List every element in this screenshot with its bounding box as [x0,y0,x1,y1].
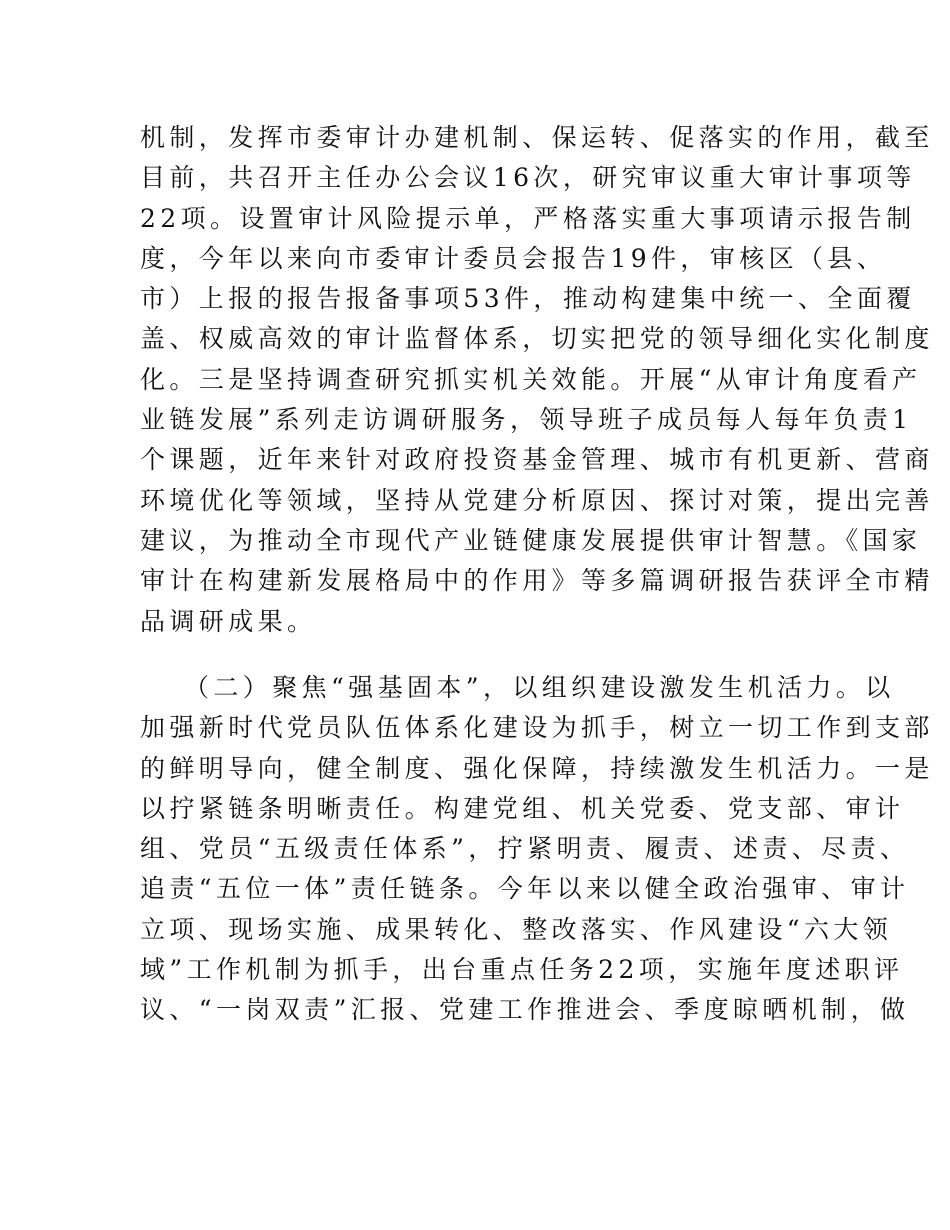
text-line: 以拧紧链条明晰责任。构建党组、机关党委、党支部、审计 [140,793,905,823]
body-paragraph [140,668,934,1031]
text-line: 环境优化等领域，坚持从党建分析原因、探讨对策，提出完善 [140,485,934,515]
text-line: 市）上报的报告报备事项53件，推动构建集中统一、全面覆 [140,284,916,314]
text-line: 个课题，近年来针对政府投资基金管理、城市有机更新、营商 [140,445,934,475]
text-line: 组、党员“五级责任体系”，拧紧明责、履责、述责、尽责、 [140,834,910,864]
text-line: 的鲜明导向，健全制度、强化保障，持续激发生机活力。一是 [140,753,934,783]
body-paragraph [140,118,934,642]
text-line: 域”工作机制为抓手，出台重点任务22项，实施年度述职评 [140,955,904,985]
text-line: 盖、权威高效的审计监督体系，切实把党的领导细化实化制度 [140,324,934,354]
text-line: 目前，共召开主任办公会议16次，研究审议重大审计事项等 [140,163,916,193]
section-heading-line: （二）聚焦“强基固本”，以组织建设激发生机活力。以 [184,673,895,702]
text-line: 机制，发挥市委审计办建机制、保运转、促落实的作用，截至 [140,123,934,152]
text-line: 议、“一岗双责”汇报、党建工作推进会、季度晾晒机制，做 [140,995,910,1025]
text-line: 立项、现场实施、成果转化、整改落实、作风建设“六大领 [140,914,893,944]
text-line: 品调研成果。 [140,606,317,636]
text-line: 22项。设置审计风险提示单，严格落实重大事项请示报告制 [140,203,916,233]
text-line: 度，今年以来向市委审计委员会报告19件，审核区（县、 [140,243,887,273]
text-line: 建议，为推动全市现代产业链健康发展提供审计智慧。《国家 [140,525,922,555]
text-line: 化。三是坚持调查研究抓实机关效能。开展“从审计角度看产 [140,364,922,394]
text-line: 审计在构建新发展格局中的作用》等多篇调研报告获评全市精 [140,566,934,596]
text-line: 业链发展”系列走访调研服务，领导班子成员每人每年负责1 [140,405,913,435]
text-line: 追责“五位一体”责任链条。今年以来以健全政治强审、审计 [140,874,910,904]
text-line: 加强新时代党员队伍体系化建设为抓手，树立一切工作到支部 [140,713,934,743]
